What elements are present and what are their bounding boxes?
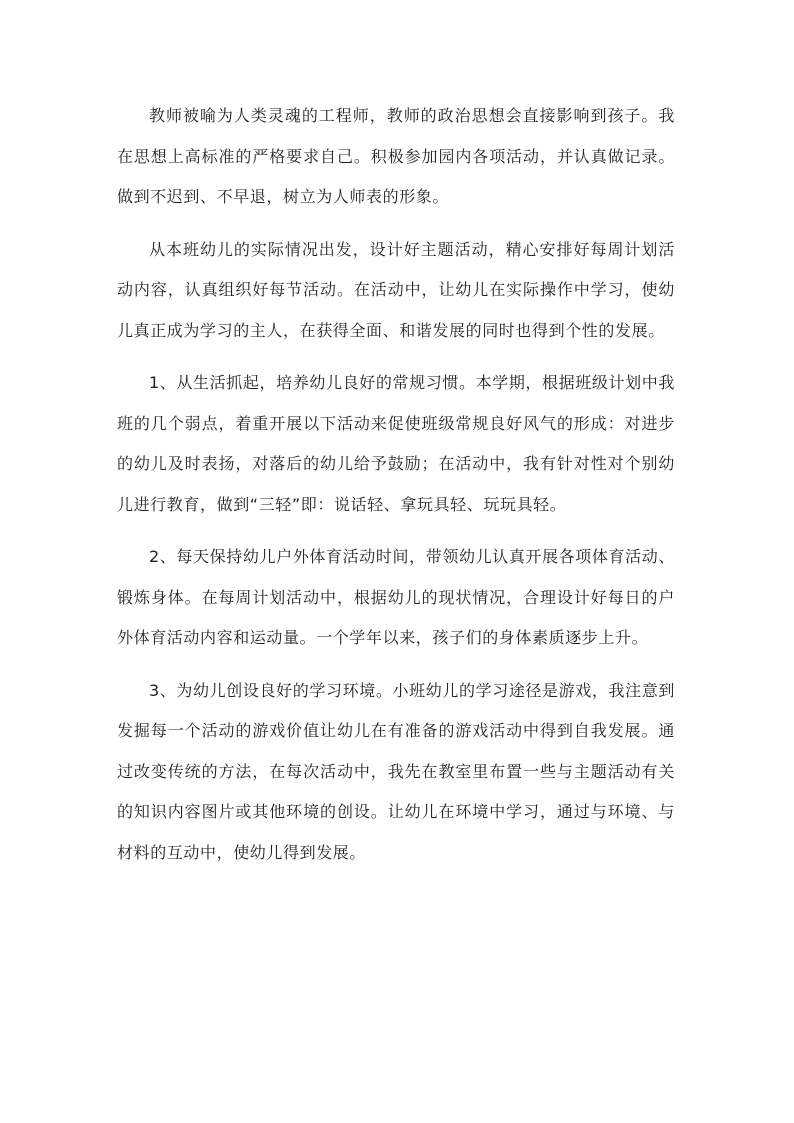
document-body [117,96,675,885]
paragraph-intro: 教师被喻为人类灵魂的工程师，教师的政治思想会直接影响到孩子。我在思想上高标准的严格要求自己。积极参加园内各项活动，并认真做记录。做到不迟到、不早退，树立为人师表的形象。 [117,106,675,206]
paragraph-point-3: 3、为幼儿创设良好的学习环境。小班幼儿的学习途径是游戏，我注意到发掘每一个活动的游戏价值让幼儿在有准备的游戏活动中得到自我发展。通过改变传统的方法，在每次活动中，我先在教室里布置一些与主题活动有关的知识内容图片或其他环境的创设。让幼儿在环境中学习，通过与环境、与材料的互动中，使幼儿得到发展。 [117,680,675,862]
paragraph-point-1: 1、从生活抓起，培养幼儿良好的常规习惯。本学期，根据班级计划中我班的几个弱点，着重开展以下活动来促使班级常规良好风气的形成：对进步的幼儿及时表扬，对落后的幼儿给予鼓励；在活动中，我有针对性对个别幼儿进行教育，做到“三轻”即：说话轻、拿玩具轻、玩玩具轻。 [117,373,675,514]
paragraph-point-2: 2、每天保持幼儿户外体育活动时间，带领幼儿认真开展各项体育活动、锻炼身体。在每周计划活动中，根据幼儿的现状情况，合理设计好每日的户外体育活动内容和运动量。一个学年以来，孩子们的身体素质逐步上升。 [117,547,675,647]
paragraph-activities: 从本班幼儿的实际情况出发，设计好主题活动，精心安排好每周计划活动内容，认真组织好每节活动。在活动中，让幼儿在实际操作中学习，使幼儿真正成为学习的主人，在获得全面、和谐发展的同时也得到个性的发展。 [117,239,675,340]
